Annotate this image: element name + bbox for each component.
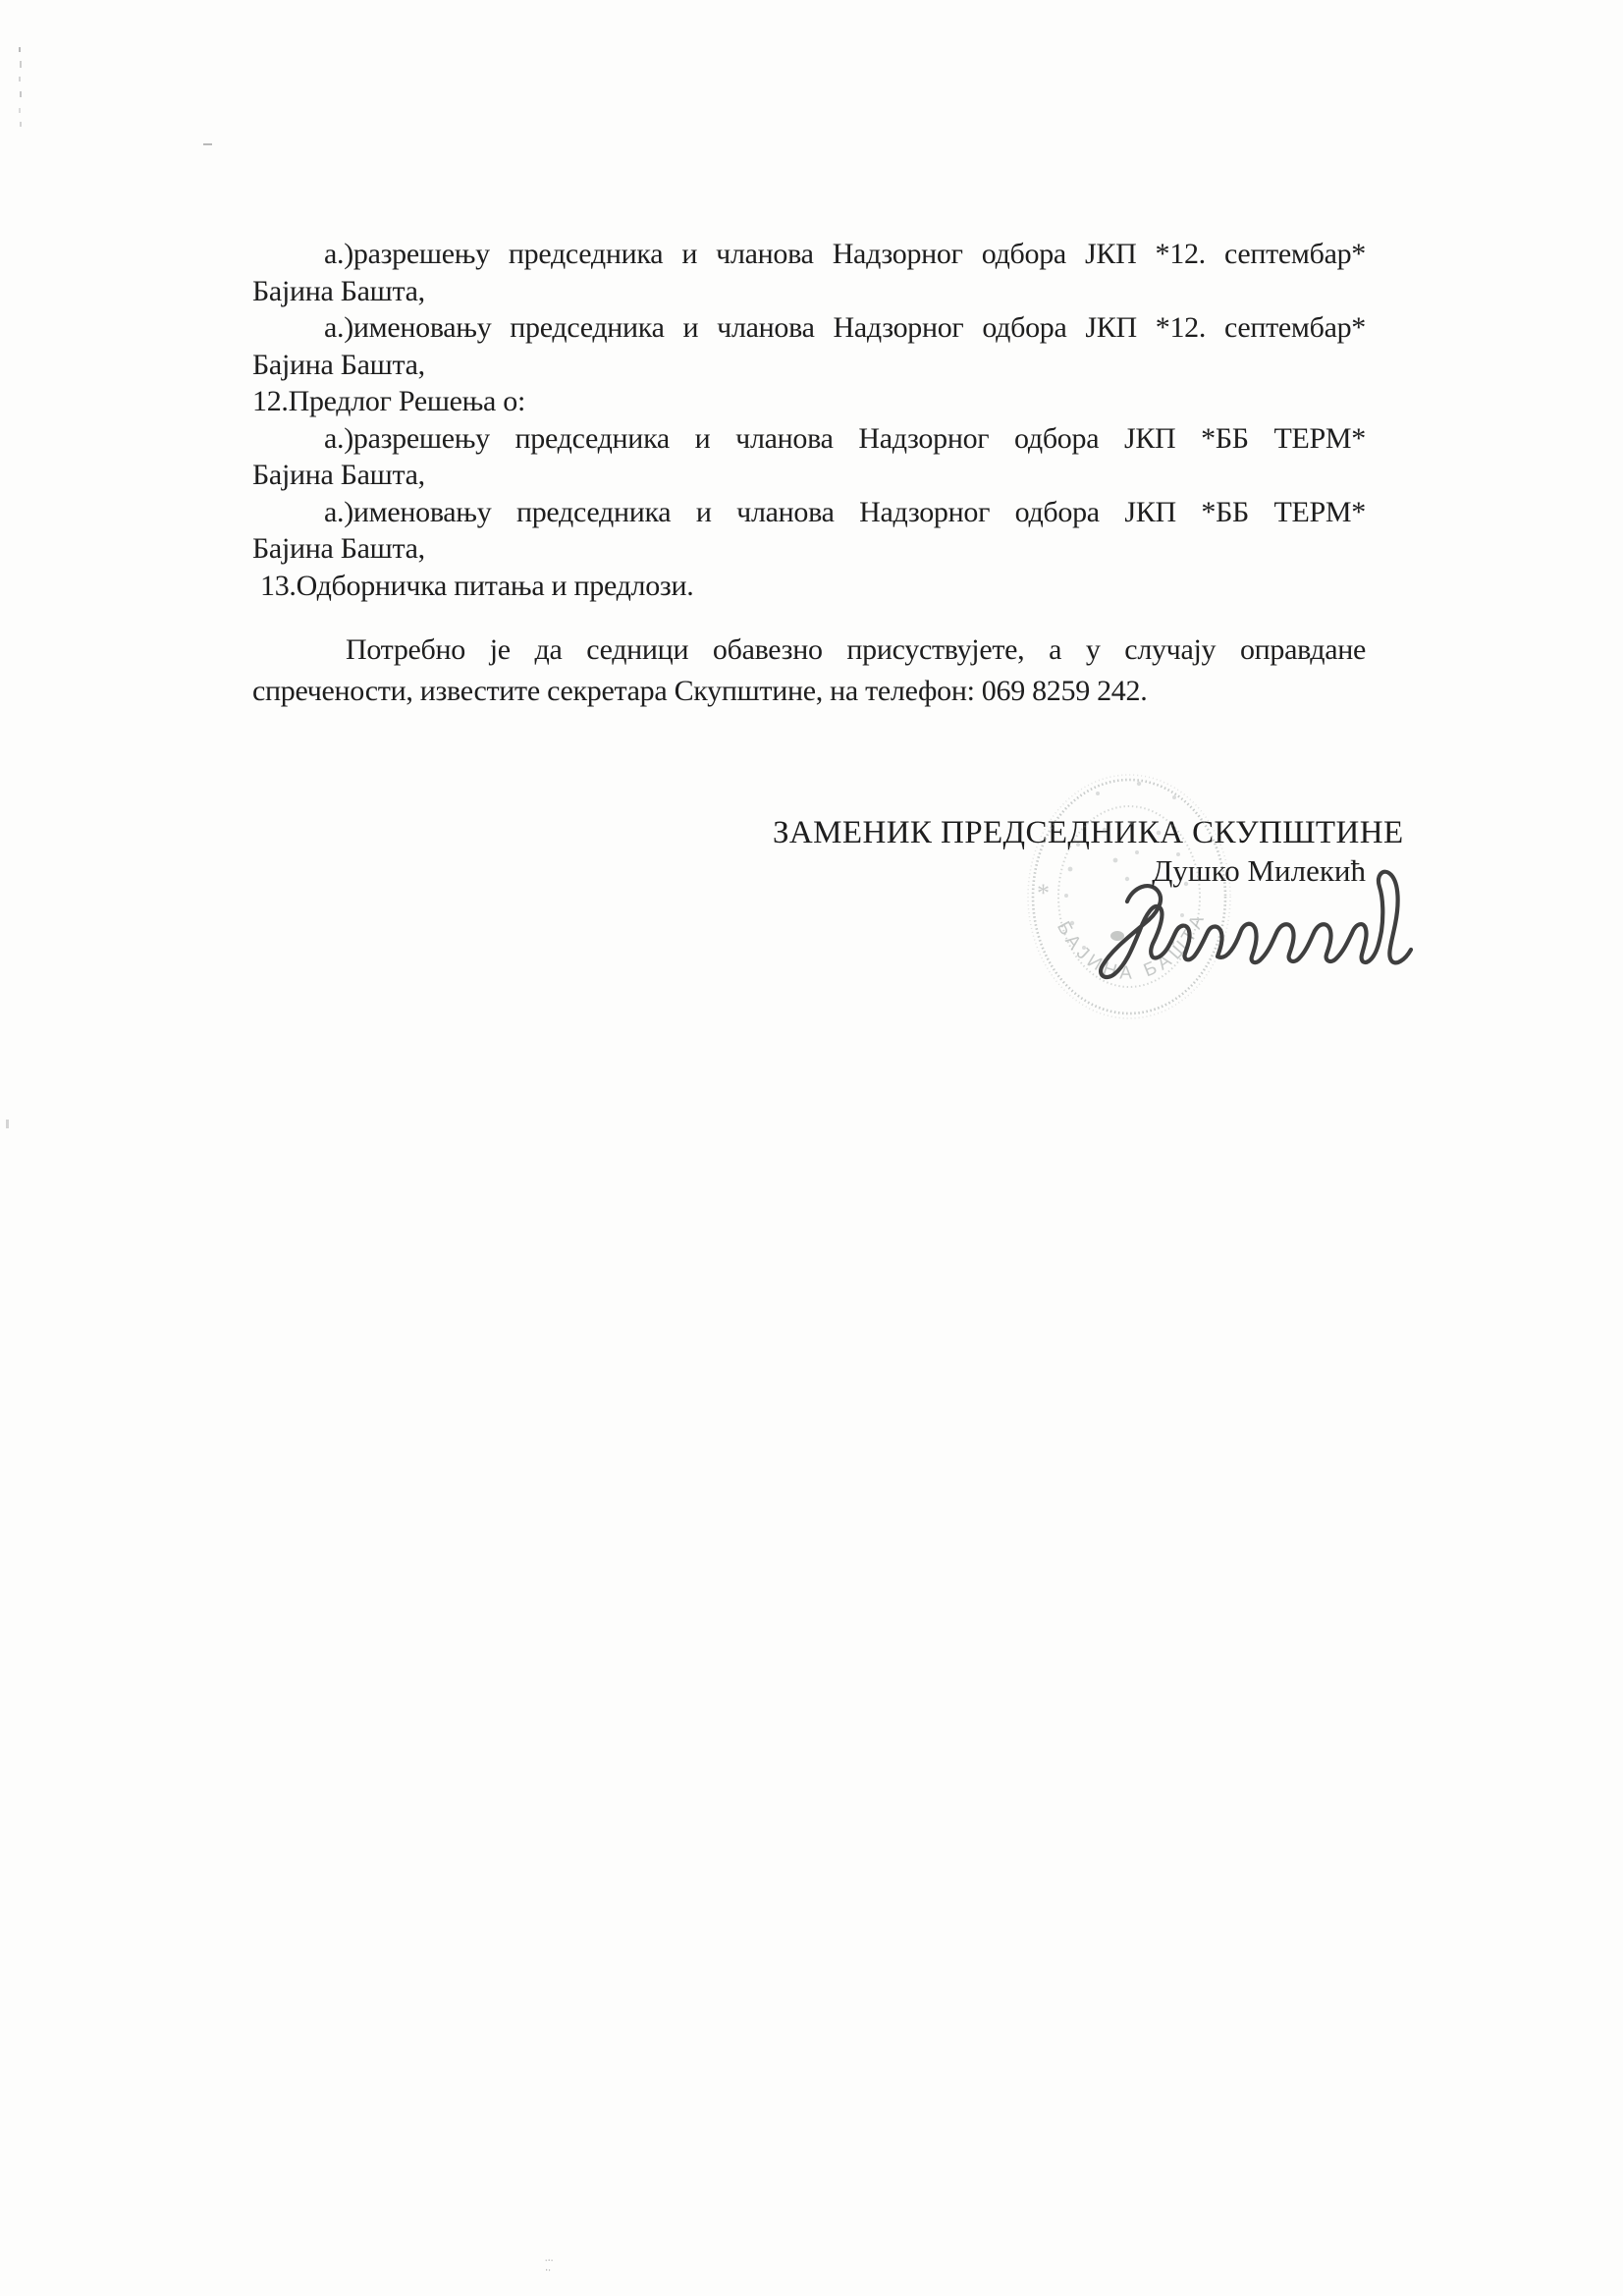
closing-paragraph-line: Потребно је да седници обавезно присуствујете, а у случају оправдане [346, 633, 1366, 666]
stamp-and-signature [982, 756, 1434, 1051]
agenda-list [252, 236, 1366, 604]
agenda-line: Бајина Башта, [252, 348, 425, 381]
agenda-line: а.)именовању председника и чланова Надзорног одбора ЈКП *ББ ТЕРМ* [324, 495, 1366, 528]
agenda-line: Бајина Башта, [252, 459, 425, 491]
closing-paragraph-line: спречености, известите секретара Скупштине, на телефон: 069 8259 242. [252, 675, 1148, 707]
agenda-item-13: 13.Одборничка питања и предлози. [260, 569, 694, 602]
signatory-title: ЗАМЕНИК ПРЕДСЕДНИКА СКУПШТИНЕ [773, 815, 1404, 850]
scan-artifact [19, 77, 21, 82]
closing-paragraph [252, 629, 1366, 712]
agenda-line: а.)именовању председника и чланова Надзорног одбора ЈКП *12. септембар* [324, 311, 1366, 344]
scan-artifact [20, 122, 22, 127]
signatory-name: Душко Милекић [1152, 853, 1366, 888]
scan-artifact: ∙·∙ ·∙ [545, 2256, 554, 2276]
scan-artifact [19, 108, 21, 113]
scan-artifact [20, 61, 22, 68]
agenda-line: а.)разрешењу председника и чланова Надзорног одбора ЈКП *ББ ТЕРМ* [324, 421, 1366, 455]
scan-artifact [6, 1120, 9, 1128]
stamp-asterisk: * [1037, 879, 1050, 907]
agenda-line: Бајина Башта, [252, 532, 425, 565]
scan-artifact [203, 143, 212, 145]
scan-artifact [20, 91, 22, 97]
stamp-arc-text: БАЈИНА БАШТА [1052, 907, 1211, 984]
agenda-item-12: 12.Предлог Решења о: [252, 385, 525, 417]
agenda-line: Бајина Башта, [252, 274, 425, 307]
agenda-line: а.)разрешењу председника и чланова Надзорног одбора ЈКП *12. септембар* [324, 238, 1366, 270]
scan-artifact [19, 47, 21, 52]
